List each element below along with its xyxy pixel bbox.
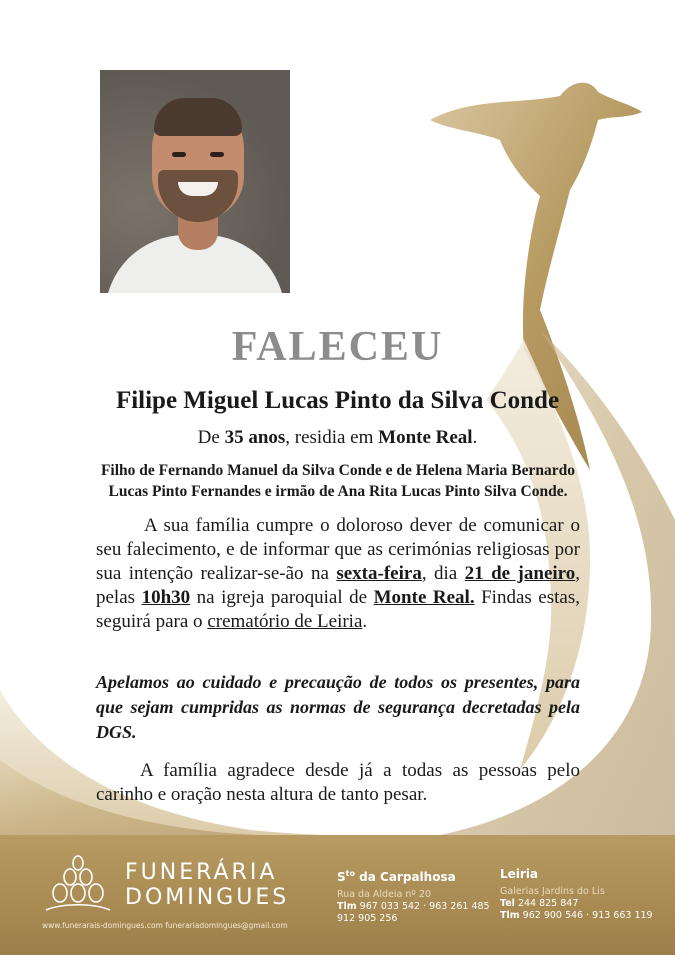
office-carpalhosa: $S^{to}$ da Carpalhosa Rua da Aldeia nº 20 Tlm 967 033 542 · 963 261 485 912 905 256: [337, 869, 490, 924]
deceased-portrait: [100, 70, 290, 293]
ceremony-date: 21 de janeiro: [464, 563, 576, 584]
ceremony-day: sexta-feira: [336, 563, 422, 584]
deceased-name: Filipe Miguel Lucas Pinto da Silva Conde: [115, 387, 560, 414]
thanks-paragraph: A família agradece desde já a todas as pessoas pelo carinho e oração nesta altura de tanto pesar.: [96, 760, 580, 805]
funeraria-logo-icon: [38, 855, 118, 915]
office-address: Rua da Aldeia nº 20: [337, 889, 432, 900]
office-leiria: Leiria Galerias Jardins do Lis Tel 244 825 847 Tlm 962 900 546 · 913 663 119: [500, 867, 653, 921]
age-residence-line: De 35 anos, residia em Monte Real.: [197, 427, 478, 448]
ceremony-time: 10h30: [141, 587, 191, 608]
website-email: www.funerarais-domingues.com funerariadomingues@gmail.com: [42, 921, 288, 930]
office-address: Galerias Jardins do Lis: [500, 886, 605, 897]
notice-title: FALECEU: [231, 324, 444, 370]
ceremony-paragraph: A sua família cumpre o doloroso dever de comunicar o seu falecimento, e de informar que as cerimónias religiosas por sua intenção realizar-se-ão na sexta-feira, dia 21 de janeiro, pelas 10h30 na igreja paroquial de Monte Real. Findas estas, seguirá para o crematório de Leiria.: [96, 515, 580, 632]
brand-name-line2: DOMINGUES: [125, 885, 290, 910]
ceremony-church: Monte Real.: [373, 587, 475, 608]
health-appeal-paragraph: Apelamos ao cuidado e precaução de todos os presentes, para que sejam cumpridas as normas de segurança decretadas pela DGS.: [96, 672, 580, 742]
crematorium: crematório de Leiria: [207, 611, 363, 632]
brand-name-line1: FUNERÁRIA: [125, 860, 278, 885]
family-line: Filho de Fernando Manuel da Silva Conde e de Helena Maria Bernardo Lucas Pinto Fernandes e irmão de Ana Rita Lucas Pinto Silva Conde.: [100, 462, 576, 500]
